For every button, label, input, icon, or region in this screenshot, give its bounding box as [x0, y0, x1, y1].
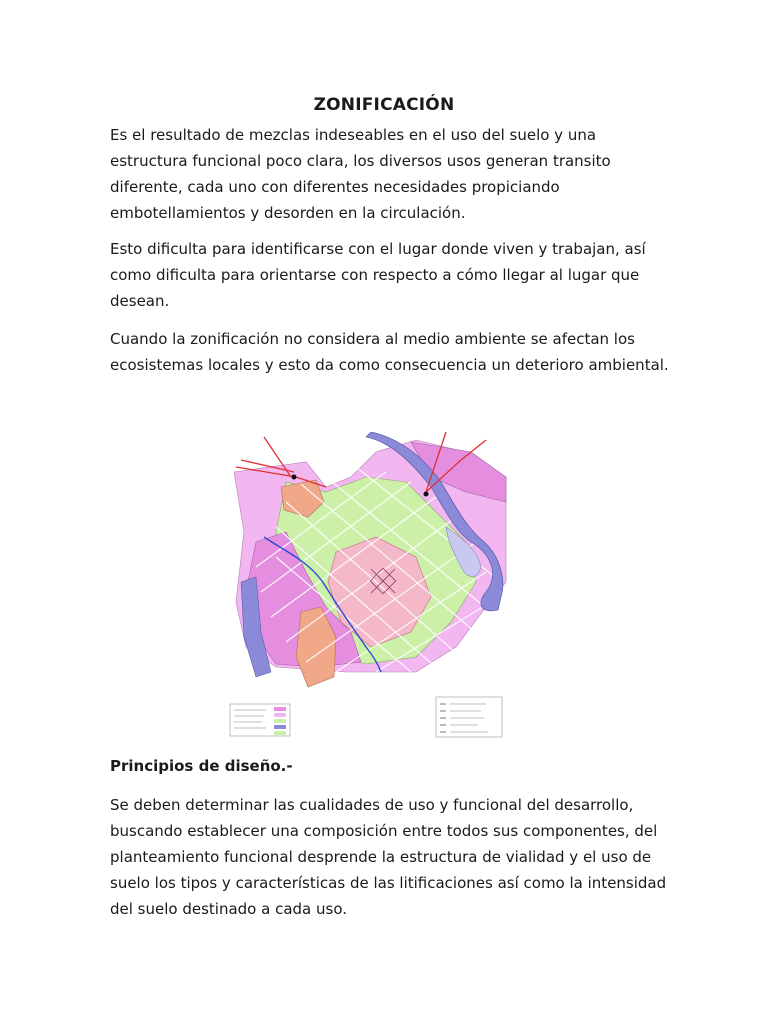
map-legend-left	[230, 704, 290, 736]
paragraph-orientation: Esto dificulta para identificarse con el lugar donde viven y trabajan, así como dificulta para orientarse con respecto a cómo llegar al lugar que desean.	[110, 240, 646, 310]
section-heading-design-principles: Principios de diseño.-	[110, 757, 293, 775]
map-legend-right	[436, 697, 502, 737]
paragraph-definition: Es el resultado de mezclas indeseables en el uso del suelo y una estructura funcional poco clara, los diversos usos generan transito diferente, cada uno con diferentes necesidades propiciando embotellamientos y desorden en la circulación.	[110, 126, 611, 222]
page-title: ZONIFICACIÓN	[313, 95, 455, 116]
map-marker-left	[292, 475, 297, 480]
map-marker-right	[424, 492, 429, 497]
zoning-map-figure	[216, 432, 528, 748]
paragraph-environment: Cuando la zonificación no considera al medio ambiente se afectan los ecosistemas locales y esto da como consecuencia un deterioro ambiental.	[110, 330, 669, 374]
paragraph-design-principles: Se deben determinar las cualidades de uso y funcional del desarrollo, buscando establecer una composición entre todos sus componentes, del planteamiento funcional desprende la estructura de vialidad y el uso de suelo los tipos y características de las litificaciones así como la intensidad del suelo destinado a cada uso.	[110, 796, 667, 918]
zoning-map	[216, 432, 528, 748]
